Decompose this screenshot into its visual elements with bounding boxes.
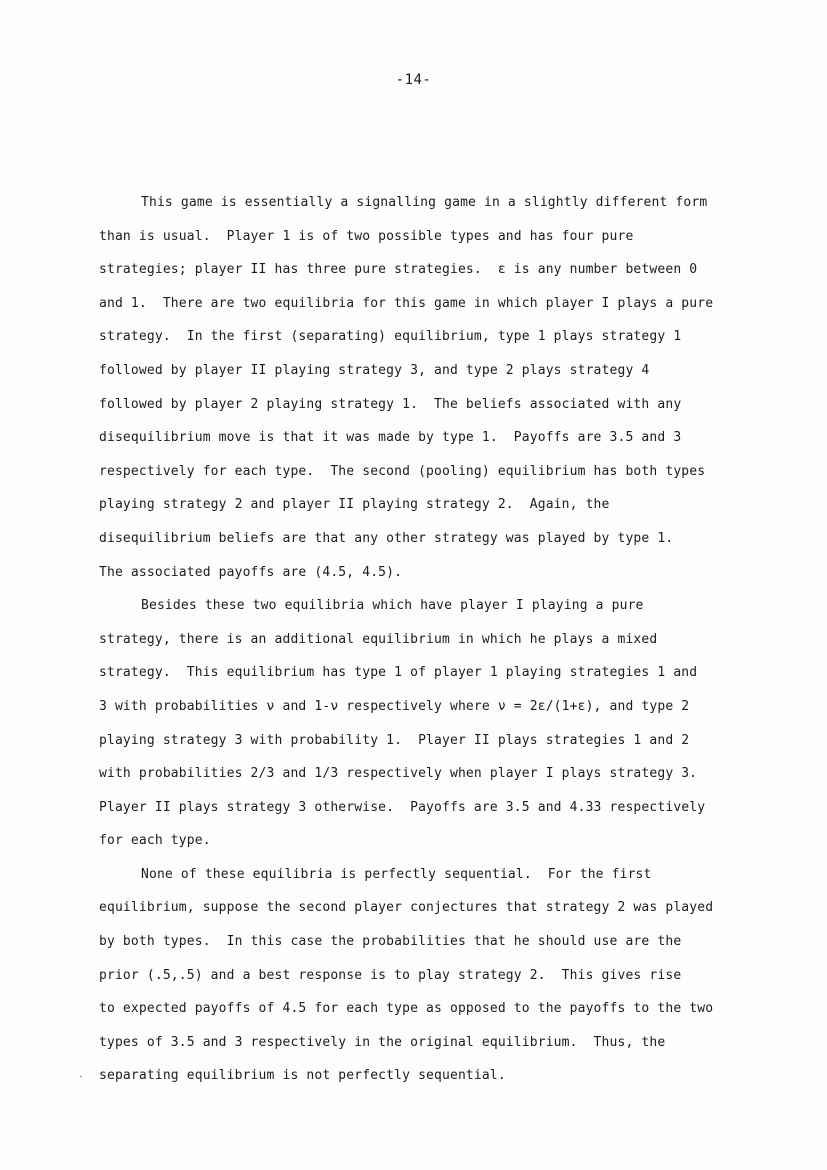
paragraph-1-line-5: strategy. In the first (separating) equilibrium, type 1 plays strategy 1 <box>99 329 682 345</box>
body-text <box>99 186 749 1093</box>
page-number: -14- <box>395 72 432 88</box>
paragraph-3-line-4: prior (.5,.5) and a best response is to play strategy 2. This gives rise <box>99 967 682 983</box>
paragraph-2-line-1: Besides these two equilibria which have player I playing a pure <box>141 598 644 614</box>
paragraph-3-line-1: None of these equilibria is perfectly sequential. For the first <box>141 866 652 882</box>
paragraph-2-line-4: 3 with probabilities ν and 1-ν respectively where ν = 2ε/(1+ε), and type 2 <box>99 698 690 714</box>
paragraph-2-line-8: for each type. <box>99 833 211 849</box>
paragraph-3-line-5: to expected payoffs of 4.5 for each type as opposed to the payoffs to the two <box>99 1001 714 1017</box>
paragraph-3-line-6: types of 3.5 and 3 respectively in the original equilibrium. Thus, the <box>99 1034 666 1050</box>
paragraph-3-line-7: separating equilibrium is not perfectly sequential. <box>99 1068 506 1084</box>
paragraph-3-line-2: equilibrium, suppose the second player conjectures that strategy 2 was played <box>99 900 714 916</box>
paragraph-1-line-4: and 1. There are two equilibria for this game in which player I plays a pure <box>99 295 714 311</box>
paragraph-1-line-2: than is usual. Player 1 is of two possible types and has four pure <box>99 228 634 244</box>
scan-speck <box>80 1076 82 1077</box>
paragraph-1-line-3: strategies; player II has three pure strategies. ε is any number between 0 <box>99 262 698 278</box>
paragraph-2-line-5: playing strategy 3 with probability 1. Player II plays strategies 1 and 2 <box>99 732 690 748</box>
paragraph-2-line-3: strategy. This equilibrium has type 1 of player 1 playing strategies 1 and <box>99 665 698 681</box>
paragraph-3-line-3: by both types. In this case the probabilities that he should use are the <box>99 934 682 950</box>
paragraph-1-line-8: disequilibrium move is that it was made by type 1. Payoffs are 3.5 and 3 <box>99 430 682 446</box>
paragraph-2-line-7: Player II plays strategy 3 otherwise. Payoffs are 3.5 and 4.33 respectively <box>99 799 706 815</box>
paragraph-2-line-2: strategy, there is an additional equilibrium in which he plays a mixed <box>99 631 658 647</box>
paragraph-1-line-1: This game is essentially a signalling game in a slightly different form <box>141 195 708 210</box>
paragraph-1-line-11: disequilibrium beliefs are that any other strategy was played by type 1. <box>99 530 674 546</box>
paragraph-1-line-6: followed by player II playing strategy 3, and type 2 plays strategy 4 <box>99 362 650 378</box>
paragraph-1-line-10: playing strategy 2 and player II playing strategy 2. Again, the <box>99 497 610 513</box>
paragraph-1-line-12: The associated payoffs are (4.5, 4.5). <box>99 564 403 580</box>
paragraph-1-line-9: respectively for each type. The second (pooling) equilibrium has both types <box>99 463 706 479</box>
paragraph-1-line-7: followed by player 2 playing strategy 1. The beliefs associated with any <box>99 396 682 412</box>
paragraph-2-line-6: with probabilities 2/3 and 1/3 respectively when player I plays strategy 3. <box>99 766 698 782</box>
